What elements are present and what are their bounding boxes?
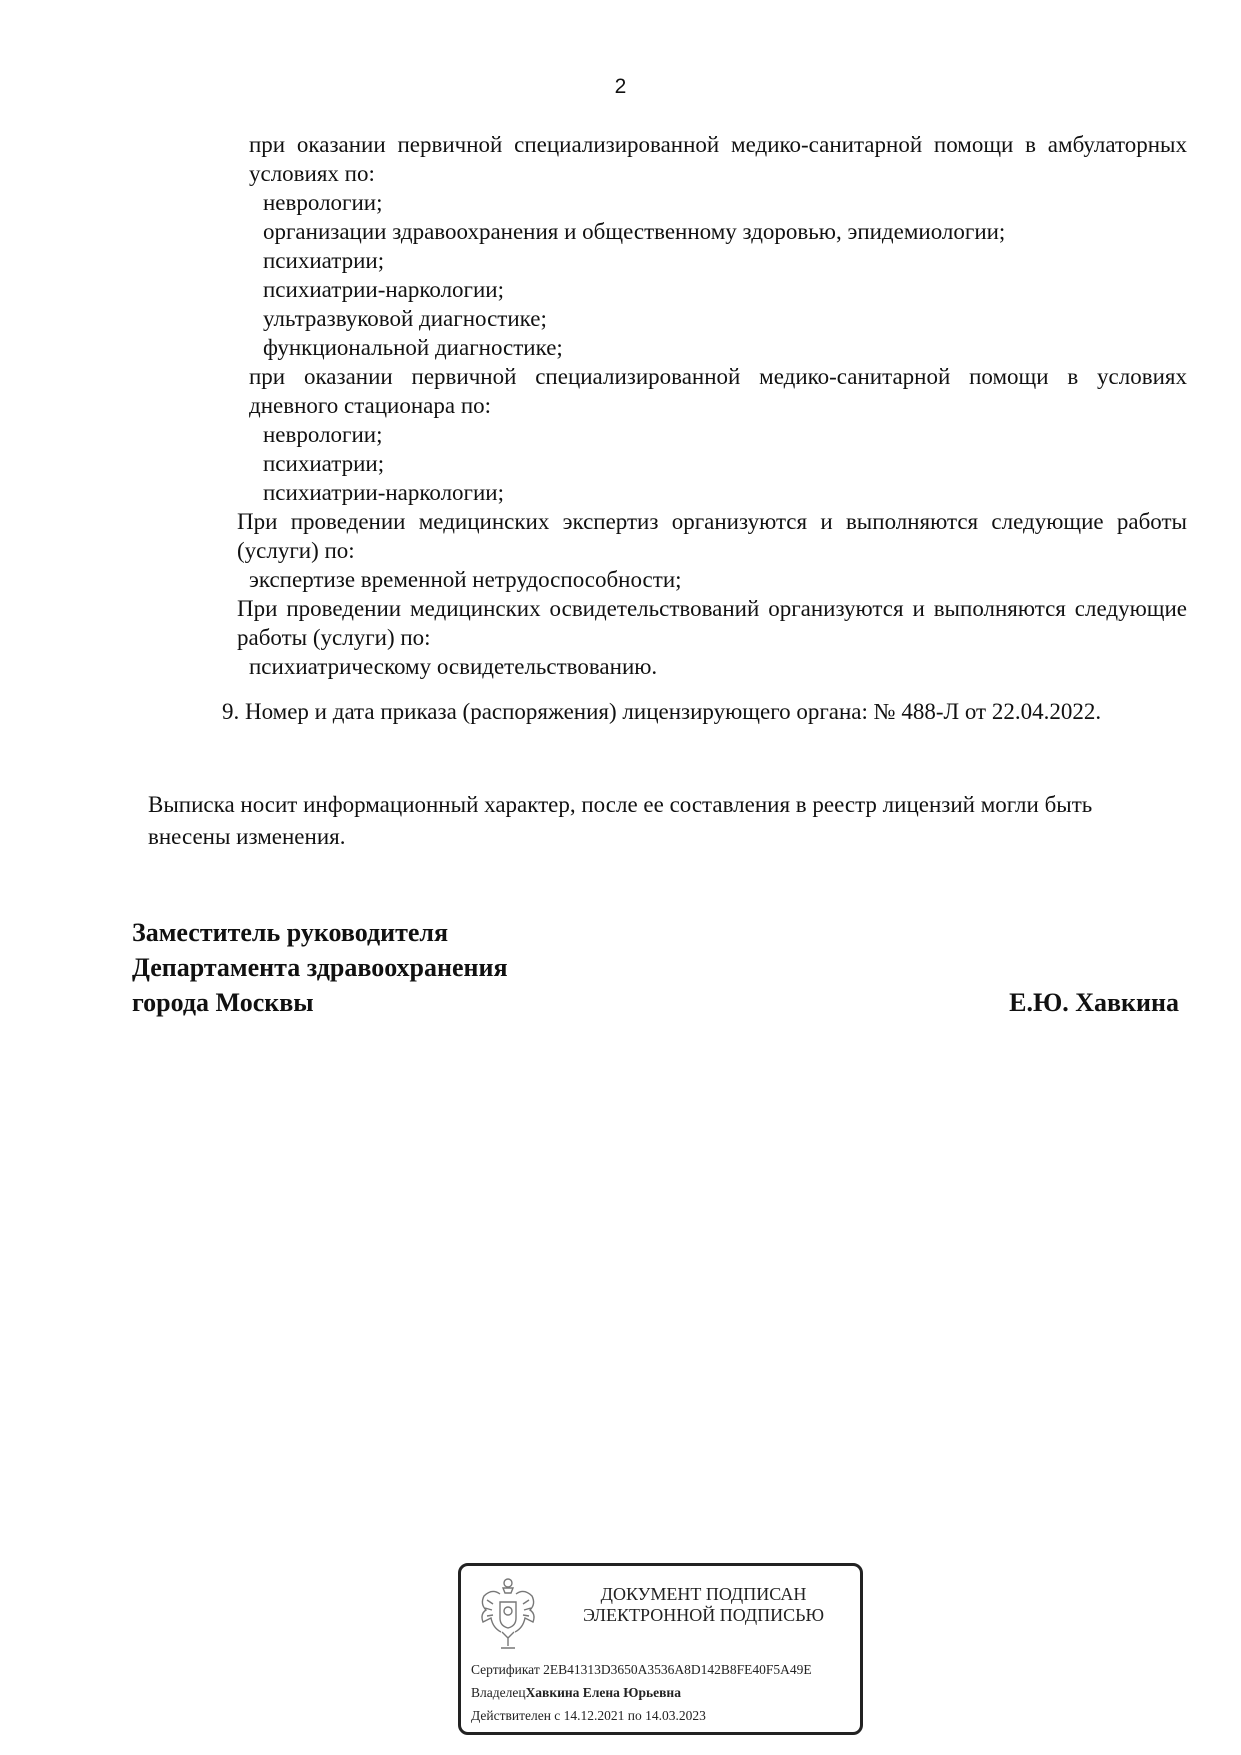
- electronic-signature-stamp: [458, 1563, 863, 1735]
- disclaimer-line: внесены изменения.: [148, 824, 346, 849]
- disclaimer-line: Выписка носит информационный характер, после ее составления в реестр лицензий могли быть: [148, 792, 1093, 817]
- page-number: 2: [614, 75, 627, 98]
- stamp-title-line: ДОКУМЕНТ ПОДПИСАН: [600, 1584, 807, 1604]
- list-item: психиатрии;: [263, 248, 385, 273]
- signatory-position: [132, 915, 508, 1020]
- position-line: города Москвы: [132, 988, 314, 1017]
- license-services-list: [237, 130, 1187, 681]
- owner-label: Владелец: [471, 1685, 526, 1700]
- validity-line: Действителен с 14.12.2021 по 14.03.2023: [471, 1708, 706, 1723]
- list-item: ультразвуковой диагностике;: [263, 306, 547, 331]
- position-line: Департамента здравоохранения: [132, 953, 508, 982]
- stamp-title: [551, 1584, 856, 1626]
- list-item: психиатрическому освидетельствованию.: [249, 654, 658, 679]
- list-item: психиатрии;: [263, 451, 385, 476]
- examination-intro: При проведении медицинских освидетельствований организуются и выполняются следующие работы (услуги) по:: [237, 596, 1187, 650]
- list-item: психиатрии-наркологии;: [263, 480, 504, 505]
- day-hospital-intro: при оказании первичной специализированной медико-санитарной помощи в условиях дневного стационара по:: [249, 364, 1187, 418]
- position-line: Заместитель руководителя: [132, 918, 449, 947]
- disclaimer-note: [148, 789, 1188, 853]
- certificate-line: [471, 1658, 861, 1681]
- stamp-details: [471, 1658, 861, 1727]
- list-item: функциональной диагностике;: [263, 335, 563, 360]
- certificate-label: Сертификат: [471, 1662, 544, 1677]
- list-item: экспертизе временной нетрудоспособности;: [249, 567, 682, 592]
- order-number-item: 9. Номер и дата приказа (распоряжения) лицензирующего органа: № 488-Л от 22.04.2022.: [222, 699, 1102, 724]
- list-item: организации здравоохранения и общественному здоровью, эпидемиологии;: [263, 219, 1006, 244]
- expertise-intro: При проведении медицинских экспертиз организуются и выполняются следующие работы (услуги) по:: [237, 509, 1187, 563]
- list-item: неврологии;: [263, 422, 383, 447]
- owner-line: [471, 1681, 861, 1704]
- coat-of-arms-icon: [473, 1574, 543, 1652]
- list-item: психиатрии-наркологии;: [263, 277, 504, 302]
- signatory-name: Е.Ю. Хавкина: [1009, 988, 1179, 1017]
- certificate-value: 2EB41313D3650A3536A8D142B8FE40F5A49E: [543, 1662, 812, 1677]
- owner-value: Хавкина Елена Юрьевна: [525, 1685, 681, 1700]
- list-item: неврологии;: [263, 190, 383, 215]
- stamp-title-line: ЭЛЕКТРОННОЙ ПОДПИСЬЮ: [583, 1605, 824, 1625]
- ambulatory-intro: при оказании первичной специализированной медико-санитарной помощи в амбулаторных условиях по:: [249, 132, 1187, 186]
